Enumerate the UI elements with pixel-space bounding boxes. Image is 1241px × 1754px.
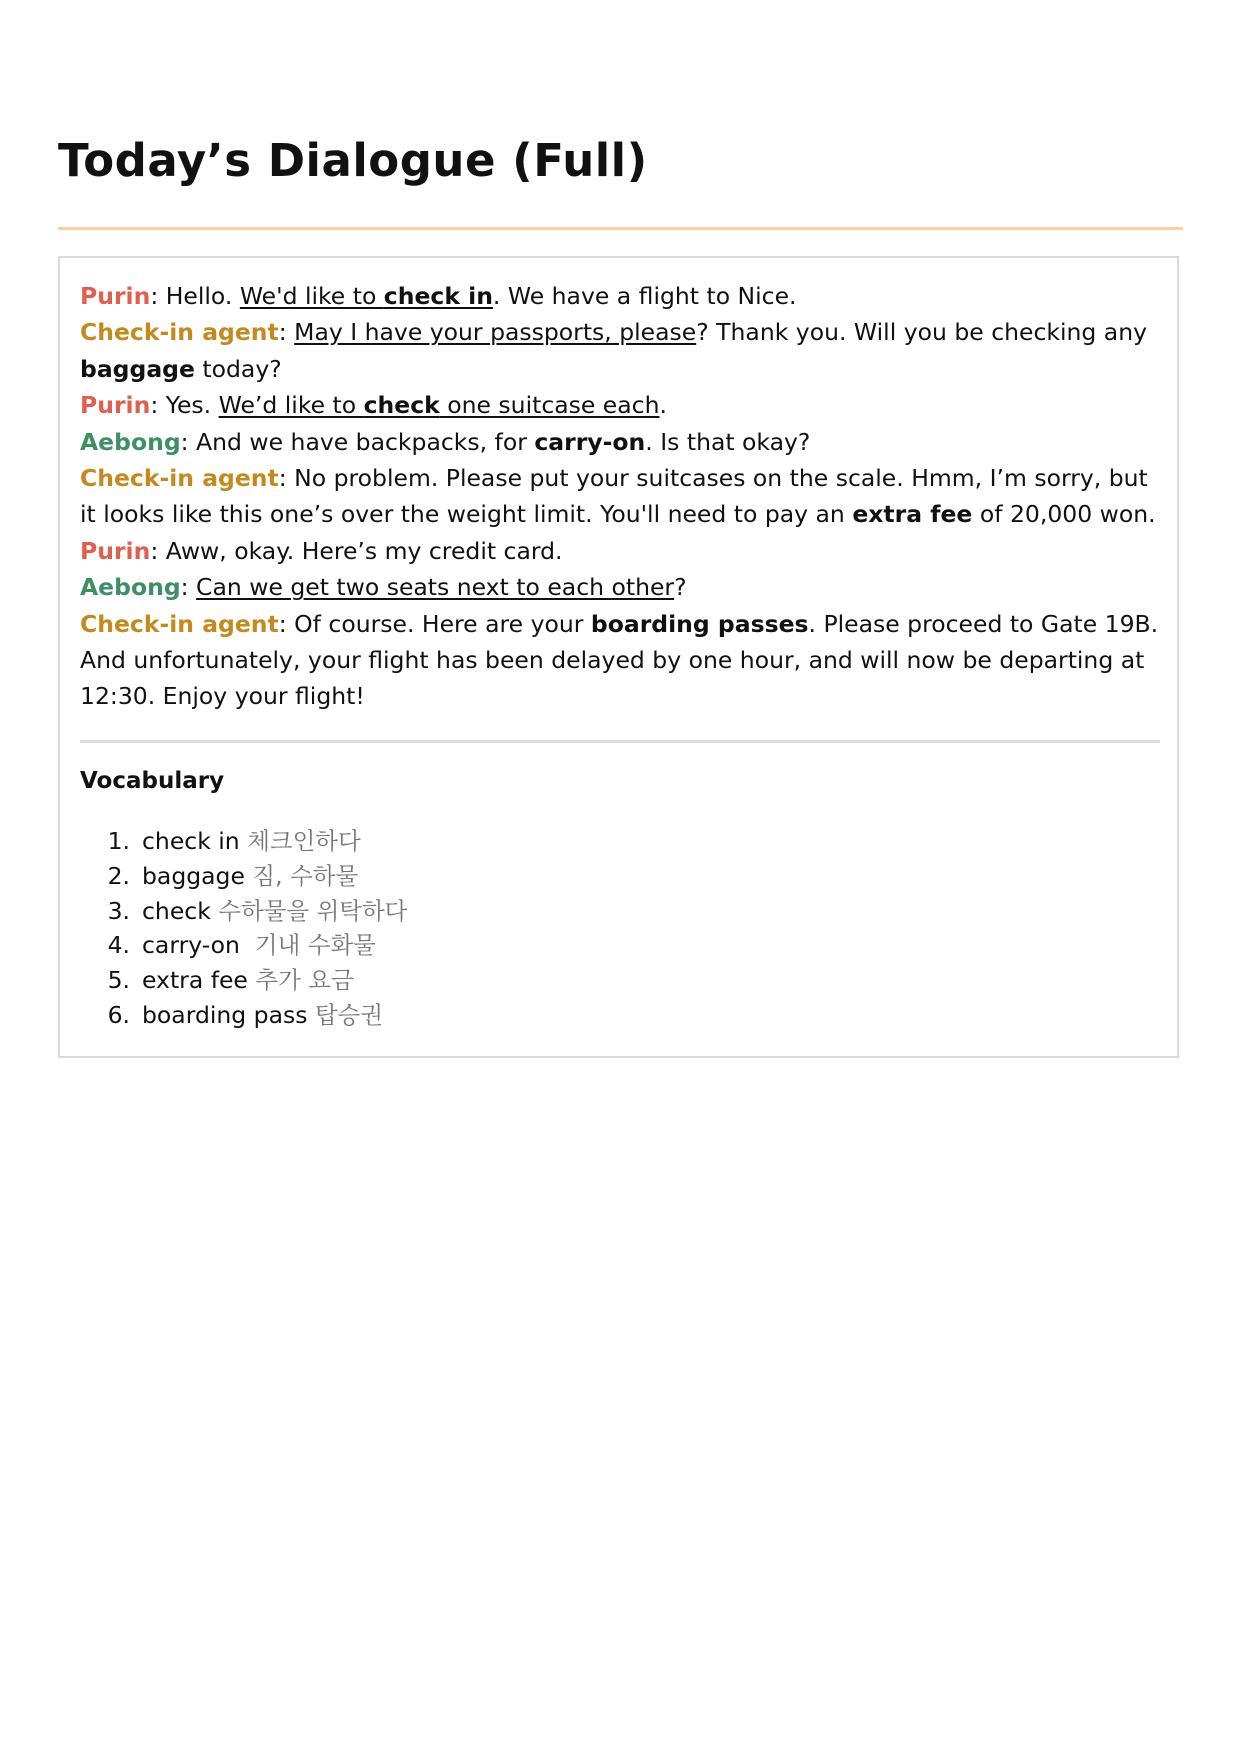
key-phrase: extra fee [852, 500, 973, 529]
vocabulary-term: check in [142, 827, 240, 855]
speaker-name: Purin [80, 282, 151, 310]
key-phrase: check [363, 391, 440, 420]
title-divider [58, 227, 1183, 230]
vocabulary-number: 1. [107, 827, 130, 855]
vocabulary-term: boarding pass [142, 1000, 308, 1029]
dialogue-line [80, 460, 1160, 533]
dialogue-text: We’d like to [218, 391, 364, 420]
vocabulary-number: 6. [107, 1000, 130, 1029]
vocabulary-number: 4. [107, 931, 130, 960]
vocabulary-number: 2. [107, 861, 130, 890]
vocabulary-item [80, 928, 407, 963]
dialogue-body [80, 278, 1160, 715]
dialogue-line [80, 533, 1160, 569]
key-phrase: boarding passes [590, 609, 809, 638]
key-phrase: carry-on [534, 427, 646, 456]
speaker-name: Purin [80, 391, 151, 420]
vocabulary-meaning: 탑승권 [314, 1000, 384, 1029]
dialogue-text: : Aww, okay. Here’s my credit card. [150, 536, 563, 565]
dialogue-text: . We have a flight to Nice. [492, 282, 797, 310]
vocabulary-term: baggage [142, 861, 245, 890]
dialogue-text: . Please proceed to Gate 19B. And unfortunately, your flight has been delayed by one hour, and will now be departing at 12:30. Enjoy your flight! [80, 609, 1159, 711]
dialogue-text: . [659, 391, 667, 420]
vocabulary-list [80, 824, 407, 1033]
dialogue-line [80, 424, 1160, 460]
dialogue-text: . Is that okay? [645, 427, 811, 456]
vocabulary-item [80, 963, 407, 998]
dialogue-text: : Of course. Here are your [278, 609, 591, 638]
vocabulary-meaning: 짐, 수하물 [252, 861, 359, 890]
vocabulary-item [80, 894, 407, 929]
vocabulary-term: extra fee [142, 966, 248, 995]
vocabulary-heading: Vocabulary [80, 768, 225, 794]
dialogue-line [80, 278, 1160, 314]
dialogue-text: May I have your passports, please [294, 318, 697, 347]
dialogue-text: : Yes. [150, 391, 219, 420]
vocabulary-meaning: 체크인하다 [247, 827, 361, 855]
section-divider [80, 740, 1160, 743]
speaker-name: Aebong [80, 427, 181, 456]
vocabulary-item [80, 859, 407, 894]
dialogue-text: : And we have backpacks, for [180, 427, 535, 456]
dialogue-text: one suitcase each [439, 391, 660, 420]
dialogue-text: : [180, 573, 197, 602]
key-phrase: check in [383, 282, 493, 310]
vocabulary-number: 5. [107, 966, 130, 995]
dialogue-text: of 20,000 won. [972, 500, 1156, 529]
vocabulary-item [80, 824, 407, 859]
dialogue-line [80, 387, 1160, 423]
vocabulary-meaning: 수하물을 위탁하다 [218, 896, 408, 925]
vocabulary-meaning: 기내 수화물 [254, 931, 376, 960]
page-title: Today’s Dialogue (Full) [58, 134, 648, 187]
vocabulary-meaning: 추가 요금 [255, 966, 354, 995]
speaker-name: Purin [80, 536, 151, 565]
dialogue-line [80, 569, 1160, 605]
dialogue-line [80, 314, 1160, 387]
vocabulary-item [80, 998, 407, 1033]
dialogue-line [80, 606, 1160, 715]
dialogue-text: : Hello. [150, 282, 240, 310]
dialogue-text: ? [674, 573, 687, 602]
dialogue-card [58, 256, 1179, 1058]
vocabulary-number: 3. [107, 896, 130, 925]
dialogue-text: : No problem. Please put your suitcases on the scale. Hmm, I’m sorry, but it looks like this one’s over the weight limit. You'll need to pay an [80, 464, 1148, 529]
vocabulary-term: check [142, 896, 211, 925]
dialogue-text: Can we get two seats next to each other [196, 573, 675, 602]
key-phrase: baggage [80, 354, 195, 383]
speaker-name: Check-in agent [80, 464, 279, 493]
speaker-name: Aebong [80, 573, 181, 602]
vocabulary-term: carry-on [142, 931, 248, 960]
dialogue-text: We'd like to [239, 282, 384, 310]
dialogue-text: : [278, 318, 295, 347]
dialogue-text: ? Thank you. Will you be checking any [696, 318, 1148, 347]
speaker-name: Check-in agent [80, 318, 279, 347]
dialogue-text: today? [194, 354, 282, 383]
speaker-name: Check-in agent [80, 609, 279, 638]
